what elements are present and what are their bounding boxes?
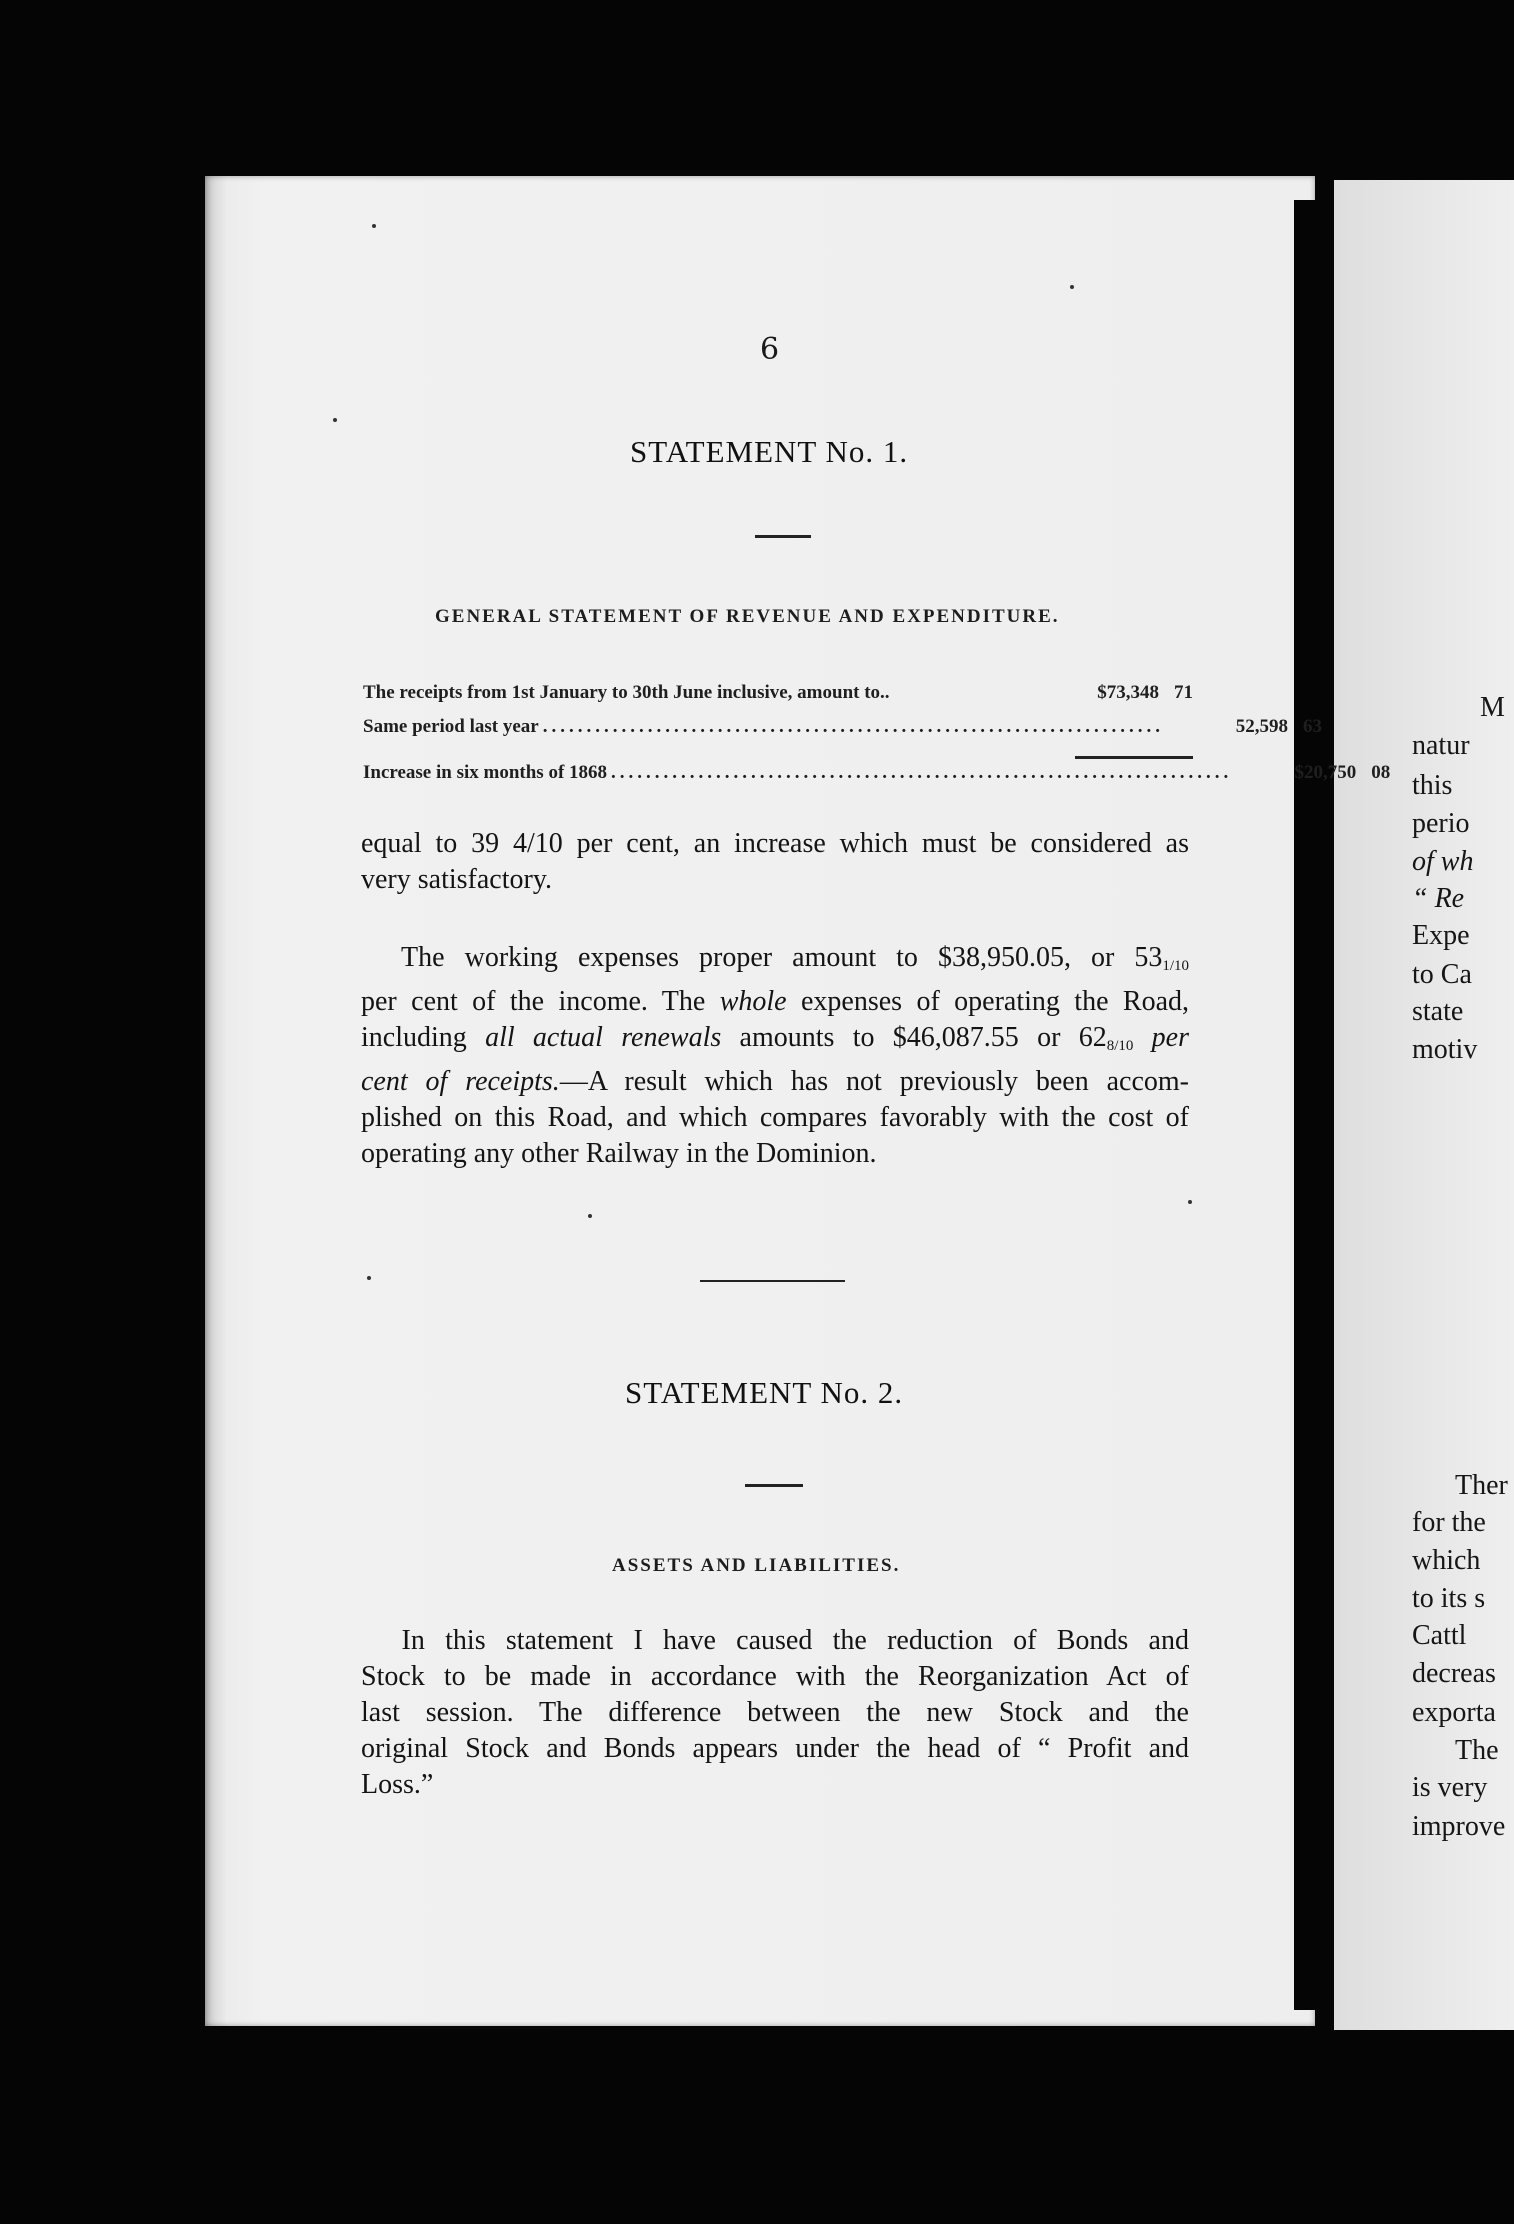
text-line: equal to 39 4/10 per cent, an increase which must be considered as <box>361 828 1189 859</box>
statement-2-title: STATEMENT No. 2. <box>625 1375 904 1410</box>
row-label: Same period last year <box>363 716 539 737</box>
ink-speck <box>372 224 376 228</box>
adjacent-page-fragment: M <box>1480 692 1505 723</box>
paragraph <box>361 940 1189 1172</box>
text-line: very satisfactory. <box>361 864 552 895</box>
row-cents: 63 <box>1302 716 1322 737</box>
row-cents: 08 <box>1371 762 1391 783</box>
adjacent-page-fragment: for the <box>1412 1507 1486 1538</box>
adjacent-page-fragment: exporta <box>1412 1697 1496 1728</box>
fraction: 1/10 <box>1162 958 1189 974</box>
paragraph <box>361 1623 1189 1803</box>
text-line: The working expenses proper amount to $38,950.05, or 531/10 <box>401 942 1189 974</box>
row-amount: 52,598 <box>1235 716 1288 737</box>
text-line: original Stock and Bonds appears under the head of “ Profit and <box>361 1733 1189 1764</box>
adjacent-page-fragment: to Ca <box>1412 959 1472 990</box>
adjacent-page-fragment: is very <box>1412 1772 1488 1803</box>
table-row <box>363 682 1193 704</box>
title-rule <box>755 535 811 538</box>
adjacent-page-fragment: The <box>1455 1735 1499 1766</box>
adjacent-page-fragment: improve <box>1412 1811 1506 1842</box>
fraction: 8/10 <box>1106 1038 1134 1054</box>
page-gutter <box>1294 200 1334 2010</box>
text-line: per cent of the income. The whole expenses of operating the Road, <box>361 986 1189 1017</box>
adjacent-page-fragment: this <box>1412 770 1453 801</box>
text-line: In this statement I have caused the reduction of Bonds and <box>401 1625 1189 1656</box>
adjacent-page-fragment: perio <box>1412 808 1470 839</box>
ink-speck <box>367 1276 371 1280</box>
adjacent-page-fragment: decreas <box>1412 1658 1496 1689</box>
text-line: Loss.” <box>361 1769 434 1800</box>
adjacent-page-fragment: natur <box>1412 730 1470 761</box>
adjacent-page-fragment: of wh <box>1412 846 1474 877</box>
section-divider <box>700 1280 845 1282</box>
statement-2-subtitle: ASSETS AND LIABILITIES. <box>612 1555 901 1576</box>
title-rule <box>745 1484 803 1487</box>
adjacent-page-fragment: Cattl <box>1412 1620 1467 1651</box>
row-amount: $20,750 <box>1294 762 1357 783</box>
adjacent-page-fragment: motiv <box>1412 1034 1478 1065</box>
text-line: last session. The difference between the new Stock and the <box>361 1697 1189 1728</box>
adjacent-page-fragment: to its s <box>1412 1583 1486 1614</box>
adjacent-page-fragment: Expe <box>1412 920 1470 951</box>
ink-speck <box>1188 1200 1192 1204</box>
row-label: The receipts from 1st January to 30th June inclusive, amount to.. <box>363 682 890 703</box>
text-line: plished on this Road, and which compares favorably with the cost of <box>361 1102 1189 1133</box>
ink-speck <box>1070 285 1074 289</box>
text-line: Stock to be made in accordance with the Reorganization Act of <box>361 1661 1189 1692</box>
statement-1-subtitle: GENERAL STATEMENT OF REVENUE AND EXPENDITURE. <box>435 606 1060 627</box>
table-row <box>363 716 1322 738</box>
sum-rule <box>1075 756 1193 759</box>
statement-1-title: STATEMENT No. 1. <box>630 434 909 469</box>
adjacent-page-fragment: state <box>1412 996 1464 1027</box>
leader-dots: ....................................................................... <box>542 716 1164 737</box>
leader-dots: ....................................................................... <box>611 762 1233 783</box>
ink-speck <box>588 1214 592 1218</box>
ink-speck <box>333 418 337 422</box>
page-number: 6 <box>760 332 780 367</box>
text-line: including all actual renewals amounts to $46,087.55 or 628/10 per <box>361 1022 1190 1054</box>
adjacent-page-fragment: which <box>1412 1545 1481 1576</box>
text-line: cent of receipts.—A result which has not previously been accom- <box>361 1066 1189 1097</box>
row-label: Increase in six months of 1868 <box>363 762 608 783</box>
row-amount: $73,348 <box>1097 682 1159 703</box>
adjacent-page-fragment: Ther <box>1455 1470 1508 1501</box>
paragraph <box>361 826 1189 898</box>
table-row <box>363 762 1391 784</box>
row-cents: 71 <box>1174 682 1193 703</box>
adjacent-page-fragment: “ Re <box>1412 883 1465 914</box>
text-line: operating any other Railway in the Dominion. <box>361 1138 877 1169</box>
